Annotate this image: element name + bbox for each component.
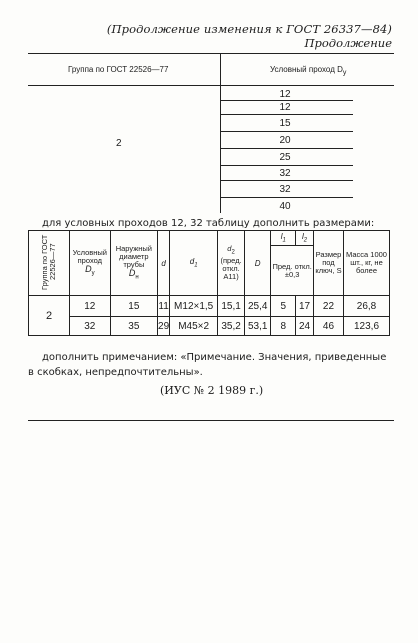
continuation-header: (Продолжение изменения к ГОСТ 26337—84)	[106, 22, 392, 36]
top-table-dy-header: Условный проход $D_y$	[270, 65, 347, 77]
top-table-dy-3: 15	[279, 118, 291, 129]
cell: 123,6	[344, 317, 390, 336]
source-reference: (ИУС № 2 1989 г.)	[160, 384, 264, 397]
header-tolerance: Пред. откл. ±0,3	[271, 246, 313, 296]
top-table-dy-4: 20	[279, 135, 291, 146]
cell: 12	[70, 296, 111, 317]
row-rule	[221, 100, 353, 101]
cell: 26,8	[344, 296, 390, 317]
top-table-group-value: 2	[116, 138, 122, 149]
row-rule	[221, 114, 353, 115]
note-paragraph: дополнить примечанием: «Примечание. Значения, приведенные в скобках, непредпочтительны».	[28, 352, 387, 378]
header-d1: $d_1$	[170, 231, 218, 296]
cell: 22	[313, 296, 343, 317]
cell: 11	[158, 296, 170, 317]
cell: 32	[70, 317, 111, 336]
header-l2: $l_2$	[296, 231, 314, 246]
header-l1: $l_1$	[271, 231, 296, 246]
cell: 29	[158, 317, 170, 336]
row-rule	[221, 131, 353, 132]
cell: 35	[110, 317, 157, 336]
bottom-rule	[28, 420, 394, 421]
top-table-dy-5: 25	[279, 152, 291, 163]
dimensions-table	[28, 230, 390, 336]
instruction-sentence: для условных проходов 12, 32 таблицу дополнить размерами:	[42, 218, 375, 229]
cell: 53,1	[244, 317, 270, 336]
cell: M45×2	[170, 317, 218, 336]
top-table-divider	[220, 53, 221, 213]
header-group: Группа по ГОСТ 22526—77	[29, 231, 70, 296]
row-rule	[221, 180, 353, 181]
top-table-dy-8: 40	[279, 201, 291, 212]
cell: 24	[296, 317, 314, 336]
top-table-dy-1: 12	[279, 89, 291, 100]
cell: M12×1,5	[170, 296, 218, 317]
top-table-group-header: Группа по ГОСТ 22526—77	[68, 65, 169, 74]
header-mass: Масса 1000 шт., кг, не более	[344, 231, 390, 296]
cell: 35,2	[218, 317, 245, 336]
cell: 25,4	[244, 296, 270, 317]
top-table-dy-7: 32	[279, 184, 291, 195]
cell: 17	[296, 296, 314, 317]
header-d2: $d_2$ (пред. откл. A11)	[218, 231, 245, 296]
row-rule	[221, 165, 353, 166]
header-D: D	[244, 231, 270, 296]
cell: 46	[313, 317, 343, 336]
top-table-dy-2: 12	[279, 102, 291, 113]
header-s: Размер под ключ, S	[313, 231, 343, 296]
top-table-dy-6: 32	[279, 168, 291, 179]
continuation-label: Продолжение	[304, 36, 392, 50]
cell: 5	[271, 296, 296, 317]
top-table-top-rule	[28, 53, 394, 54]
header-dy: Условный проход $D_y$	[70, 231, 111, 296]
cell: 15,1	[218, 296, 245, 317]
cell: 8	[271, 317, 296, 336]
header-dn: Наружный диаметр трубы $D_н$	[110, 231, 157, 296]
row-rule	[221, 148, 353, 149]
row-rule	[221, 197, 353, 198]
row-group: 2	[29, 296, 70, 336]
header-d: d	[158, 231, 170, 296]
cell: 15	[110, 296, 157, 317]
top-table-header-rule	[28, 85, 394, 86]
